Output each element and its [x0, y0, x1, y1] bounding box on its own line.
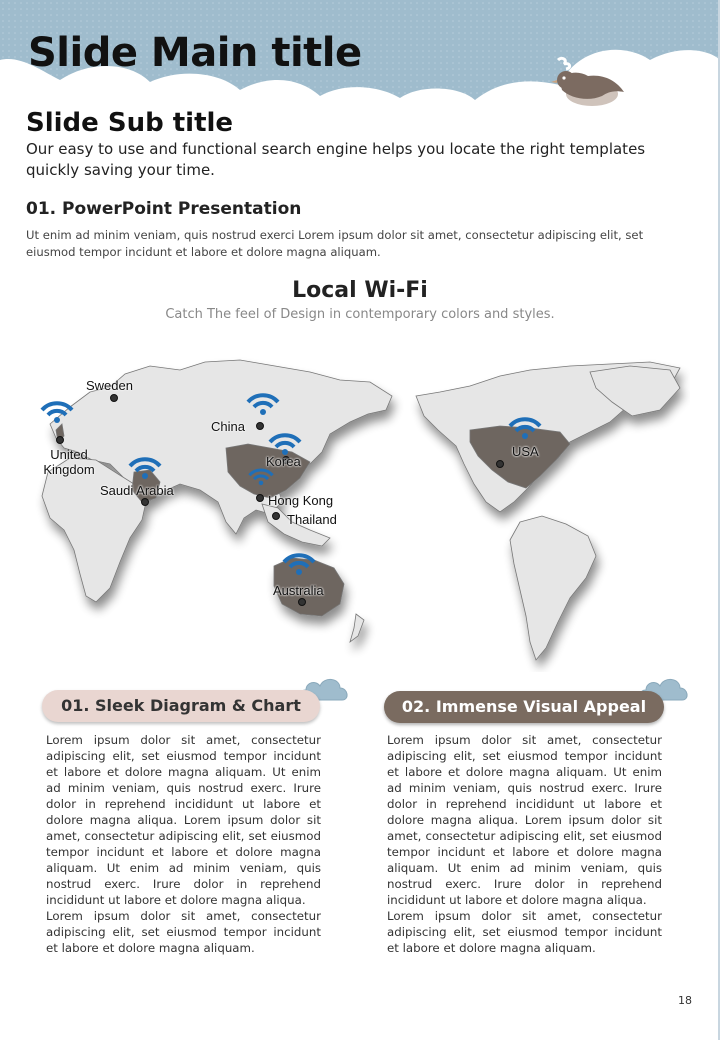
map-subtitle: Catch The feel of Design in contemporary colors and styles.	[165, 307, 555, 322]
map-label-korea: Korea	[266, 454, 301, 469]
map-title: Local Wi-Fi	[292, 278, 428, 303]
column-1-paragraph: Lorem ipsum dolor sit amet, consectetur adipiscing elit, set eiusmod tempor incidunt et labore et dolore magna aliquam. Ut enim ad minim veniam, quis nostrud exerc. Irure dolor in reprehend incididunt ut labore et dolore magna aliqua. Lorem ipsum dolor sit amet, consectetur adipiscing elit, set eiusmod tempor incidunt et labore et dolore magna aliquam. Ut enim ad minim veniam, quis nostrud exerc. Irure dolor in reprehend incididunt ut labore et dolore magna aliqua.	[46, 733, 321, 907]
map-label-thailand: Thailand	[287, 512, 337, 527]
thailand-pin[interactable]	[272, 512, 280, 520]
column-2-body	[387, 732, 662, 956]
map-label-uk: United Kingdom	[43, 447, 95, 477]
wifi-icon	[280, 550, 318, 576]
map-label-sweden: Sweden	[86, 378, 133, 393]
column-2-paragraph: Lorem ipsum dolor sit amet, consectetur adipiscing elit, set eiusmod tempor incidunt et labore et dolore magna aliquam. Ut enim ad minim veniam, quis nostrud exerc. Irure dolor in reprehend incididunt ut labore et dolore magna aliqua. Lorem ipsum dolor sit amet, consectetur adipiscing elit, set eiusmod tempor incidunt et labore et dolore magna aliquam. Ut enim ad minim veniam, quis nostrud exerc. Irure dolor in reprehend incididunt ut labore et dolore magna aliqua.	[387, 733, 662, 907]
wifi-icon	[266, 430, 304, 456]
nz-landmass	[350, 614, 364, 642]
page-number: 18	[678, 994, 692, 1007]
column-1-body	[46, 732, 321, 956]
map-label-australia: Australia	[273, 583, 324, 598]
map-label-saudi-arabia: Saudi Arabia	[100, 483, 174, 498]
usa-pin[interactable]	[496, 460, 504, 468]
slide-subtitle: Slide Sub title	[26, 108, 234, 138]
wifi-icon	[126, 454, 164, 480]
column-1-paragraph-2: Lorem ipsum dolor sit amet, consectetur adipiscing elit, set eiusmod tempor incidunt et labore et dolore magna aliquam.	[46, 909, 321, 955]
bird-illustration	[548, 52, 630, 112]
map-label-china: China	[211, 419, 245, 434]
column-2-heading: 02. Immense Visual Appeal	[384, 691, 664, 723]
china-pin[interactable]	[256, 422, 264, 430]
map-label-hong-kong: Hong Kong	[268, 493, 334, 508]
wifi-icon	[246, 466, 276, 486]
map-label-usa: USA	[512, 444, 539, 459]
australia-pin[interactable]	[298, 598, 306, 606]
saudi-arabia-pin[interactable]	[141, 498, 149, 506]
column-1-heading: 01. Sleek Diagram & Chart	[42, 690, 320, 722]
section-heading: 01. PowerPoint Presentation	[26, 199, 302, 219]
column-2-paragraph-2: Lorem ipsum dolor sit amet, consectetur adipiscing elit, set eiusmod tempor incidunt et labore et dolore magna aliquam.	[387, 909, 662, 955]
subtitle-description: Our easy to use and functional search engine helps you locate the right templates quickly saving your time.	[26, 140, 646, 179]
hong-kong-pin[interactable]	[256, 494, 264, 502]
uk-pin[interactable]	[56, 436, 64, 444]
south-america-landmass	[510, 516, 596, 660]
section-body: Ut enim ad minim veniam, quis nostrud exerci Lorem ipsum dolor sit amet, consectetur adipiscing elit, set eiusmod tempor incidunt et labore et dolore magna aliquam.	[26, 228, 644, 259]
wifi-icon	[506, 414, 544, 440]
world-map	[30, 352, 690, 672]
main-title: Slide Main title	[28, 30, 362, 76]
wifi-icon	[244, 390, 282, 416]
sweden-pin[interactable]	[110, 394, 118, 402]
wifi-icon	[38, 398, 76, 424]
